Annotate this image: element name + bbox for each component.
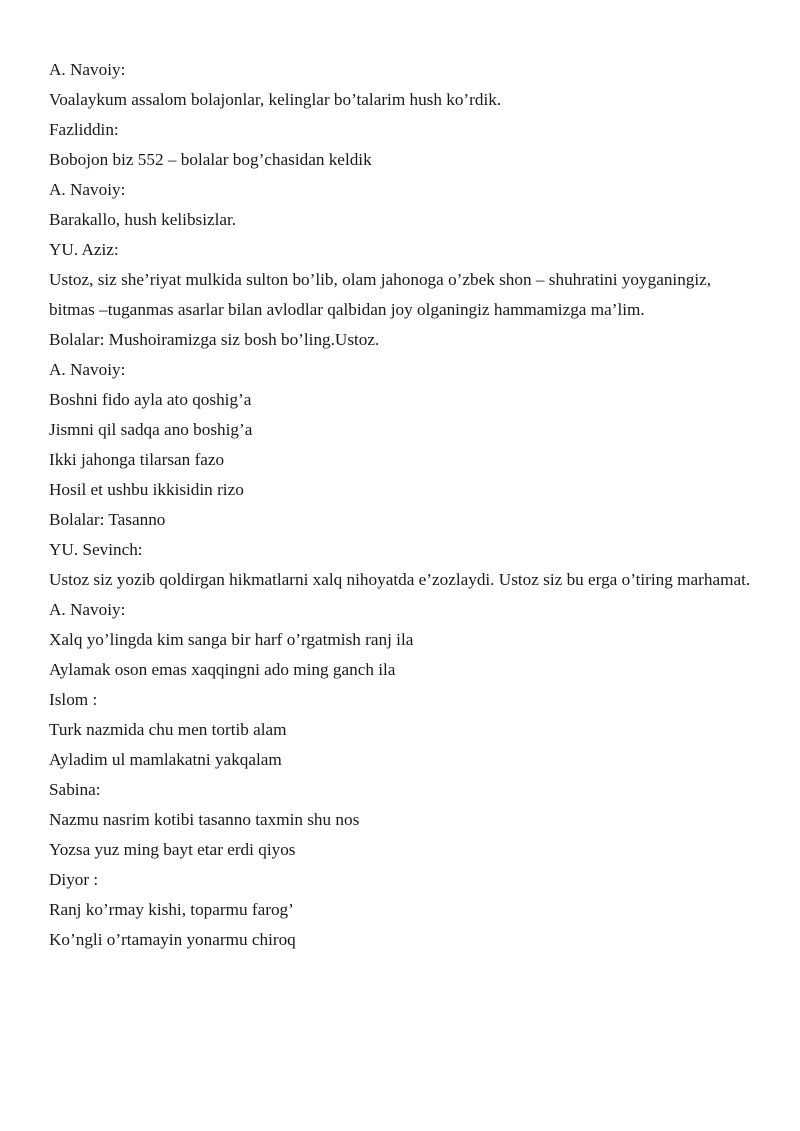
dialogue-text — [49, 55, 754, 955]
speaker-line: YU. Sevinch: — [49, 540, 143, 559]
verse-line: Ikki jahonga tilarsan fazo — [49, 450, 225, 469]
verse-line: Hosil et ushbu ikkisidin rizo — [49, 480, 244, 499]
verse-line: Nazmu nasrim kotibi tasanno taxmin shu nos — [49, 810, 360, 829]
speaker-line: A. Navoiy: — [49, 360, 126, 379]
speaker-line: A. Navoiy: — [49, 180, 126, 199]
speaker-line: Fazliddin: — [49, 120, 119, 139]
verse-line: Ranj ko’rmay kishi, toparmu farog’ — [49, 900, 294, 919]
dialogue-line: Bobojon biz 552 – bolalar bog’chasidan keldik — [49, 150, 372, 169]
verse-line: Boshni fido ayla ato qoshig’a — [49, 390, 252, 409]
dialogue-paragraph: Ustoz siz yozib qoldirgan hikmatlarni xalq nihoyatda e’zozlaydi. Ustoz siz bu erga o’tiring marhamat. — [49, 570, 751, 589]
speaker-line: A. Navoiy: — [49, 600, 126, 619]
verse-line: Ko’ngli o’rtamayin yonarmu chiroq — [49, 930, 296, 949]
speaker-line: YU. Aziz: — [49, 240, 119, 259]
dialogue-line: Barakallo, hush kelibsizlar. — [49, 210, 237, 229]
verse-line: Yozsa yuz ming bayt etar erdi qiyos — [49, 840, 296, 859]
speaker-line: Diyor : — [49, 870, 99, 889]
dialogue-line: Bolalar: Tasanno — [49, 510, 166, 529]
speaker-line: Islom : — [49, 690, 98, 709]
verse-line: Jismni qil sadqa ano boshig’a — [49, 420, 253, 439]
verse-line: Xalq yo’lingda kim sanga bir harf o’rgatmish ranj ila — [49, 630, 414, 649]
speaker-line: A. Navoiy: — [49, 60, 126, 79]
dialogue-line: Bolalar: Mushoiramizga siz bosh bo’ling.Ustoz. — [49, 330, 380, 349]
verse-line: Ayladim ul mamlakatni yakqalam — [49, 750, 282, 769]
verse-line: Turk nazmida chu men tortib alam — [49, 720, 287, 739]
dialogue-paragraph: Ustoz, siz she’riyat mulkida sulton bo’lib, olam jahonoga o’zbek shon – shuhratini yoyganingiz, bitmas –tuganmas asarlar bilan avlodlar qalbidan joy olganingiz hammamizga ma’lim. — [49, 270, 712, 319]
verse-line: Aylamak oson emas xaqqingni ado ming ganch ila — [49, 660, 396, 679]
speaker-line: Sabina: — [49, 780, 101, 799]
dialogue-line: Voalaykum assalom bolajonlar, kelinglar bo’talarim hush ko’rdik. — [49, 90, 502, 109]
